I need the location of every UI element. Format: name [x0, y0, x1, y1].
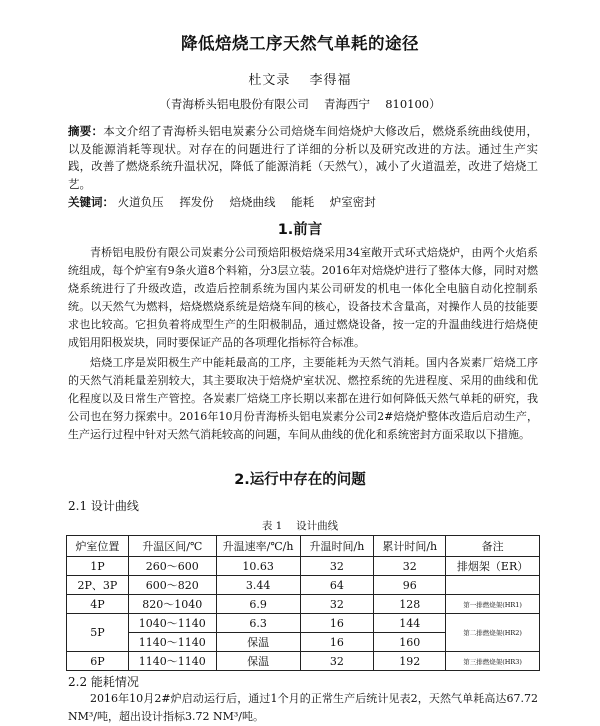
- keyword: 炉室密封: [329, 195, 376, 209]
- table-cell: 820～1040: [128, 595, 216, 614]
- table-cell: [446, 576, 540, 595]
- column-header: 备注: [446, 536, 540, 557]
- abstract: [68, 123, 538, 193]
- table-cell: 64: [300, 576, 374, 595]
- table-cell: 600～820: [128, 576, 216, 595]
- column-header: 炉室位置: [67, 536, 129, 557]
- table-row: [67, 652, 540, 671]
- table-cell: 192: [374, 652, 446, 671]
- section-heading: 1.前言: [277, 222, 323, 238]
- keyword: 火道负压: [117, 195, 164, 209]
- table-cell: 128: [374, 595, 446, 614]
- table-cell: 排烟架（ER）: [446, 557, 540, 576]
- table-cell: 5P: [67, 614, 129, 652]
- table-row: [67, 595, 540, 614]
- authors: 杜文录 李得福: [248, 73, 352, 88]
- paragraph: 焙烧工序是炭阳极生产中能耗最高的工序，主要能耗为天然气消耗。国内各炭素厂焙烧工序的天然气消耗量差别较大，其主要取决于焙烧炉室状况、燃控系统的先进程度、采用的曲线和优化程度以及日常生产管控。各炭素厂焙烧工序长期以来都在进行如何降低天然气单耗的研究，我公司也在努力探索中。2016年10月份青海桥头铝电炭素分公司2#焙烧炉整体改造后启动生产，生产运行过程中针对天然气消耗较高的问题，车间从曲线的优化和系统密封方面采取以下措施。: [68, 356, 538, 441]
- table-cell: 1140～1140: [128, 633, 216, 652]
- section-heading: 2.运行中存在的问题: [234, 472, 366, 488]
- keyword: 焙烧曲线: [229, 195, 276, 209]
- table-cell: 10.63: [216, 557, 300, 576]
- design-curve-table: [66, 535, 540, 671]
- table-cell: 16: [300, 614, 374, 633]
- column-header: 升温时间/h: [300, 536, 374, 557]
- keyword: 挥发份: [179, 195, 214, 209]
- abstract-label: 摘要：: [68, 124, 104, 138]
- table-cell: 32: [300, 595, 374, 614]
- subsection-heading: 2.2 能耗情况: [68, 675, 139, 689]
- table-cell: 6P: [67, 652, 129, 671]
- table-row: [67, 614, 540, 633]
- keywords: [68, 194, 538, 210]
- column-header: 升温区间/℃: [128, 536, 216, 557]
- affiliation: （青海桥头铝电股份有限公司 青海西宁 810100）: [159, 97, 441, 111]
- table-cell: 1040～1140: [128, 614, 216, 633]
- table-cell: 2P、3P: [67, 576, 129, 595]
- paragraph: 2016年10月2#炉启动运行后，通过1个月的正常生产后统计见表2，天然气单耗高达67.72 NM³/吨，超出设计指标3.72 NM³/吨。: [68, 692, 538, 723]
- table-header-row: [67, 536, 540, 557]
- table-cell: 160: [374, 633, 446, 652]
- abstract-text: 本文介绍了青海桥头铝电炭素分公司焙烧车间焙烧炉大修改后，燃烧系统曲线使用，以及能源消耗等现状。对存在的问题进行了详细的分析以及研究改进的方法。通过生产实践，改善了燃烧系统升温状况，降低了能源消耗（天然气），减小了火道温差，改进了焙烧工艺。: [68, 124, 539, 191]
- table-cell: 保温: [216, 652, 300, 671]
- table-cell: 3.44: [216, 576, 300, 595]
- keywords-label: 关键词：: [68, 195, 114, 209]
- column-header: 累计时间/h: [374, 536, 446, 557]
- table-cell: 第一排燃烧架(HR1): [446, 595, 540, 614]
- table-cell: 保温: [216, 633, 300, 652]
- paragraph: 青桥铝电股份有限公司炭素分公司预焙阳极焙烧采用34室敞开式环式焙烧炉，由两个火焰系统组成，每个炉室有9条火道8个料箱，分3层立装。2016年对焙烧炉进行了整体大修，同时对燃烧系统进行了升级改造，改造后控制系统为国内某公司研发的机电一体化全电脑自动化控制系统。以天然气为燃料，焙烧燃烧系统是焙烧车间的核心，设备技术含量高，对操作人员的技能要求也比较高。它担负着将成型生产的生阳极制品，通过燃烧设备，按一定的升温曲线进行焙烧使成铝用阳极炭块，同时要保证产品的各项理化指标符合标准。: [68, 246, 538, 349]
- table-cell: 第三排燃烧架(HR3): [446, 652, 540, 671]
- table-cell: 1P: [67, 557, 129, 576]
- table-cell: 260～600: [128, 557, 216, 576]
- table-row: [67, 576, 540, 595]
- table-cell: 16: [300, 633, 374, 652]
- table-cell: 32: [300, 652, 374, 671]
- table-cell: 6.3: [216, 614, 300, 633]
- table-cell: 32: [300, 557, 374, 576]
- table-cell: 32: [374, 557, 446, 576]
- table-caption: 表 1 设计曲线: [261, 520, 339, 532]
- table-row: [67, 557, 540, 576]
- table-cell: 第二排燃烧架(HR2): [446, 614, 540, 652]
- paper-title: 降低焙烧工序天然气单耗的途径: [181, 34, 419, 53]
- table-cell: 6.9: [216, 595, 300, 614]
- keyword: 能耗: [291, 195, 315, 209]
- subsection-heading: 2.1 设计曲线: [68, 499, 139, 513]
- table-cell: 1140～1140: [128, 652, 216, 671]
- table-cell: 144: [374, 614, 446, 633]
- column-header: 升温速率/℃/h: [216, 536, 300, 557]
- table-cell: 96: [374, 576, 446, 595]
- table-cell: 4P: [67, 595, 129, 614]
